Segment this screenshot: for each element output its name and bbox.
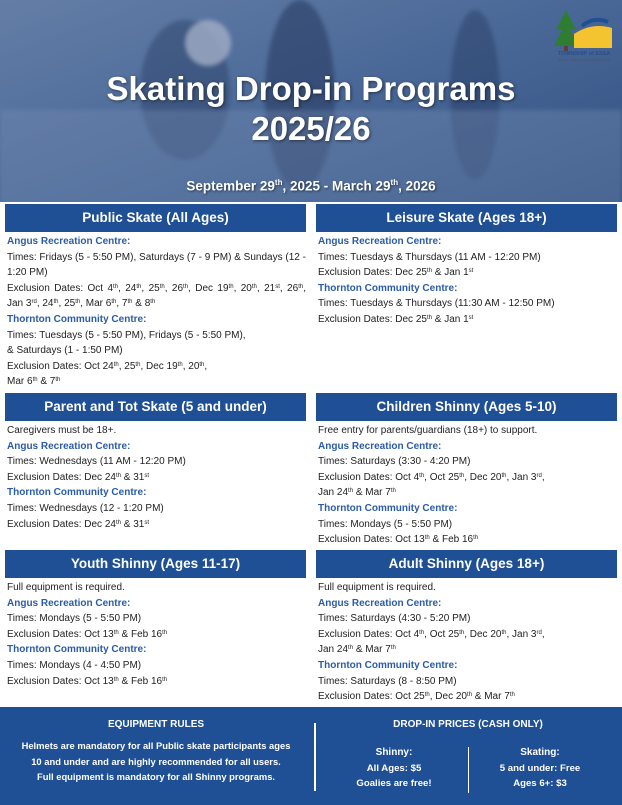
card-title: Public Skate (All Ages) — [5, 204, 306, 232]
card-title: Adult Shinny (Ages 18+) — [316, 550, 617, 578]
program-note: Full equipment is required. — [7, 582, 125, 593]
exclusion-dates: Exclusion Dates: Oct 13th & Feb 16th — [318, 534, 479, 546]
rules-line: 10 and under and are highly recommended for all users. — [31, 755, 281, 767]
exclusion-dates: Jan 24th & Mar 7th — [318, 644, 396, 656]
exclusion-dates: Exclusion Dates: Dec 24th & 31st — [7, 471, 149, 483]
location-label: Thornton Community Centre: — [7, 644, 147, 656]
youth-shinny-card — [5, 550, 306, 689]
card-title: Parent and Tot Skate (5 and under) — [5, 393, 306, 421]
exclusion-dates: Exclusion Dates: Oct 13th & Feb 16th — [7, 628, 168, 640]
times-text: Times: Saturdays (3:30 - 4:20 PM) — [318, 456, 471, 468]
price-line: Goalies are free! — [356, 778, 432, 789]
location-label: Thornton Community Centre: — [318, 282, 458, 294]
price-line: Ages 6+: $3 — [513, 778, 567, 789]
public-skate-card — [5, 204, 306, 390]
location-label: Angus Recreation Centre: — [7, 440, 131, 452]
exclusion-dates: Jan 24th & Mar 7th — [318, 487, 396, 499]
drop-in-prices — [318, 707, 618, 789]
times-text: Times: Mondays (4 - 4:50 PM) — [7, 659, 142, 671]
location-label: Angus Recreation Centre: — [7, 597, 131, 609]
exclusion-dates: Exclusion Dates: Dec 25th & Jan 1st — [318, 313, 474, 325]
equipment-rules — [4, 707, 308, 785]
exclusion-dates: Exclusion Dates: Oct 4th, Oct 25th, Dec 20th, Jan 3rd, — [318, 628, 545, 640]
exclusion-dates: Exclusion Dates: Oct 13th & Feb 16th — [7, 675, 168, 687]
footer-divider — [314, 723, 316, 791]
times-text: & Saturdays (1 - 1:50 PM) — [7, 345, 123, 357]
skating-header: Skating: — [520, 747, 560, 758]
times-text: Times: Wednesdays (11 AM - 12:20 PM) — [7, 456, 186, 468]
exclusion-dates: Exclusion Dates: Dec 25th & Jan 1st — [318, 267, 474, 279]
skating-prices — [480, 745, 600, 792]
card-title: Children Shinny (Ages 5-10) — [316, 393, 617, 421]
location-label: Thornton Community Centre: — [7, 313, 147, 325]
children-shinny-card — [316, 393, 617, 548]
price-line: All Ages: $5 — [366, 762, 422, 774]
hero-banner — [0, 0, 622, 202]
times-text: Times: Fridays (5 - 5:50 PM), Saturdays (7 - 9 PM) & Sundays (12 - 1:20 PM) — [7, 251, 306, 279]
logo-text: TOWNSHIP of ESSA — [557, 51, 611, 57]
location-label: Angus Recreation Centre: — [318, 440, 442, 452]
program-note: Full equipment is required. — [318, 582, 436, 593]
location-label: Thornton Community Centre: — [7, 487, 147, 499]
exclusion-dates: Exclusion Dates: Oct 24th, 25th, Dec 19th, 20th, — [7, 360, 208, 372]
page-title: Skating Drop-in Programs — [106, 70, 516, 107]
season-dates: September 29th, 2025 - March 29th, 2026 — [186, 178, 436, 194]
times-text: Times: Mondays (5 - 5:50 PM) — [318, 518, 453, 530]
location-label: Angus Recreation Centre: — [318, 597, 442, 609]
adult-shinny-card — [316, 550, 617, 705]
times-text: Times: Tuesdays & Thursdays (11 AM - 12:20 PM) — [318, 251, 541, 263]
location-label: Thornton Community Centre: — [318, 502, 458, 514]
parent-tot-card — [5, 393, 306, 532]
program-note: Free entry for parents/guardians (18+) to support. — [318, 425, 538, 436]
prices-divider — [468, 747, 469, 793]
footer-banner — [0, 707, 622, 805]
location-label: Angus Recreation Centre: — [318, 236, 442, 247]
exclusion-dates: Exclusion Dates: Dec 24th & 31st — [7, 518, 149, 530]
card-title: Leisure Skate (Ages 18+) — [316, 204, 617, 232]
card-title: Youth Shinny (Ages 11-17) — [5, 550, 306, 578]
logo-tagline: Where Town and Country Meet — [557, 58, 611, 62]
exclusion-dates: Mar 6th & 7th — [7, 376, 61, 388]
logo-tree-icon — [552, 8, 616, 52]
shinny-header: Shinny: — [375, 747, 413, 758]
rules-line: Full equipment is mandatory for all Shinny programs. — [36, 771, 276, 782]
times-text: Times: Wednesdays (12 - 1:20 PM) — [7, 502, 164, 514]
exclusion-dates: Exclusion Dates: Oct 4th, 24th, 25th, 26th, Dec 19th, 20th, 21st, 26th, Jan 3rd, 24th, 25th, Mar 6th, 7th & 8th — [7, 282, 306, 310]
equipment-rules-title: EQUIPMENT RULES — [107, 719, 205, 730]
exclusion-dates: Exclusion Dates: Oct 4th, Oct 25th, Dec 20th, Jan 3rd, — [318, 471, 545, 483]
shinny-prices — [334, 745, 454, 792]
times-text: Times: Tuesdays & Thursdays (11:30 AM - 12:50 PM) — [318, 298, 555, 310]
location-label: Thornton Community Centre: — [318, 659, 458, 671]
times-text: Times: Saturdays (4:30 - 5:20 PM) — [318, 613, 471, 625]
program-note: Caregivers must be 18+. — [7, 425, 117, 436]
rules-line: Helmets are mandatory for all Public skate participants ages — [21, 740, 291, 751]
prices-title: DROP-IN PRICES (CASH ONLY) — [393, 719, 543, 730]
times-text: Times: Saturdays (8 - 8:50 PM) — [318, 675, 457, 687]
price-line: 5 and under: Free — [499, 762, 581, 774]
page-title-year: 2025/26 — [251, 110, 371, 147]
exclusion-dates: Exclusion Dates: Oct 25th, Dec 20th & Mar 7th — [318, 691, 515, 703]
times-text: Times: Mondays (5 - 5:50 PM) — [7, 613, 142, 625]
location-label: Angus Recreation Centre: — [7, 236, 131, 247]
times-text: Times: Tuesdays (5 - 5:50 PM), Fridays (5 - 5:50 PM), — [7, 329, 246, 341]
leisure-skate-card — [316, 204, 617, 328]
township-logo — [552, 8, 616, 64]
